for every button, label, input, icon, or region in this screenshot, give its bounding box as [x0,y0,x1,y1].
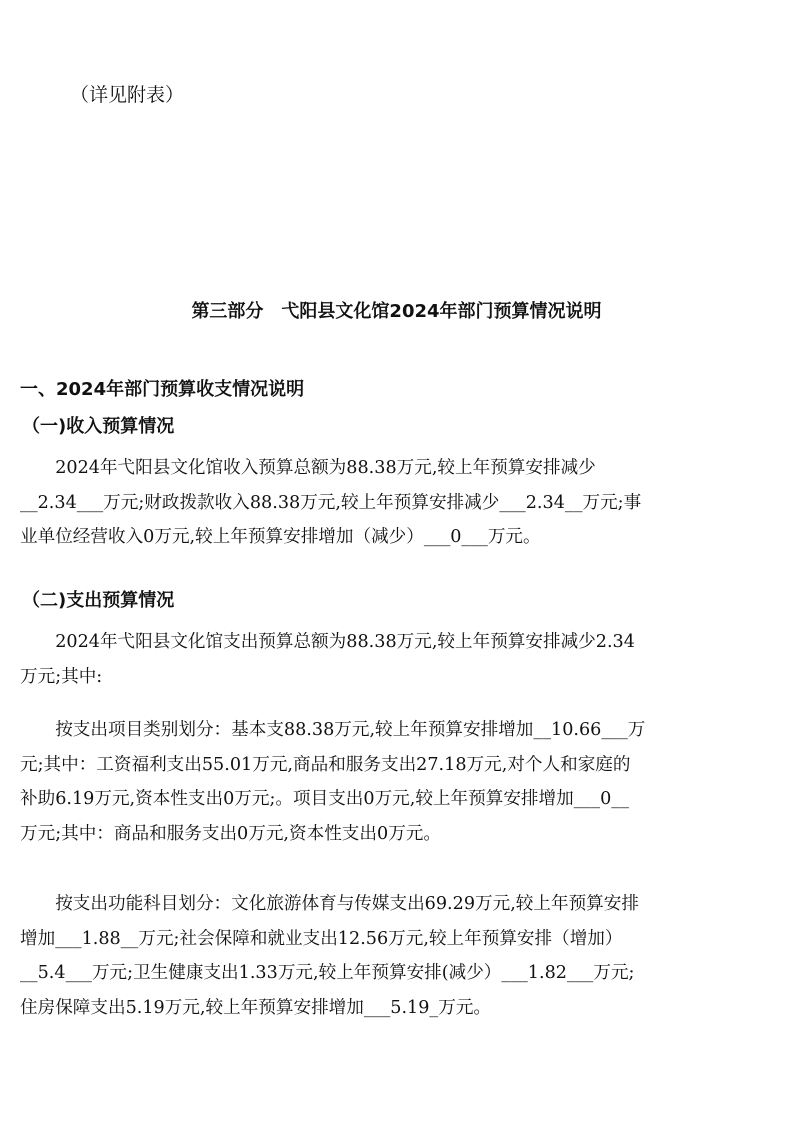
paragraph-line: __5.4___万元;卫生健康支出1.33万元,较上年预算安排(减少）___1.82___万元; [20,963,635,984]
paragraph-line: 2024年弋阳县文化馆支出预算总额为88.38万元,较上年预算安排减少2.34 [20,632,635,652]
paragraph-line: 万元;其中: [20,666,103,687]
paragraph-line: 补助6.19万元,资本性支出0万元;。项目支出0万元,较上年预算安排增加___0__ [20,789,629,810]
income-paragraph [20,451,776,555]
paragraph-line: 增加___1.88__万元;社会保障和就业支出12.56万元,较上年预算安排（增加） [20,928,623,949]
paragraph-line: 住房保障支出5.19万元,较上年预算安排增加___5.19_万元。 [20,997,492,1018]
paragraph-line: 业单位经营收入0万元,较上年预算安排增加（减少）___0___万元。 [20,527,541,548]
expense-by-category-paragraph [20,713,776,851]
section-heading: 一、2024年部门预算收支情况说明 [20,379,305,400]
see-attached-note: （详见附表） [70,84,185,106]
expense-by-function-paragraph [20,887,776,1025]
paragraph-line: 按支出功能科目划分：文化旅游体育与传媒支出69.29万元,较上年预算安排 [20,894,639,914]
paragraph-line: 2024年弋阳县文化馆收入预算总额为88.38万元,较上年预算安排减少 [20,458,596,478]
paragraph-line: __2.34___万元;财政拨款收入88.38万元,较上年预算安排减少___2.34__万元;事 [20,492,642,513]
paragraph-line: 按支出项目类别划分：基本支88.38万元,较上年预算安排增加__10.66___万 [20,720,646,740]
expense-total-paragraph [20,625,776,694]
part-title: 第三部分 弋阳县文化馆2024年部门预算情况说明 [191,301,602,322]
paragraph-line: 万元;其中：商品和服务支出0万元,资本性支出0万元。 [20,823,441,844]
paragraph-line: 元;其中：工资福利支出55.01万元,商品和服务支出27.18万元,对个人和家庭的 [20,754,631,775]
income-heading: （一)收入预算情况 [22,416,175,437]
expense-heading: （二)支出预算情况 [22,590,175,611]
